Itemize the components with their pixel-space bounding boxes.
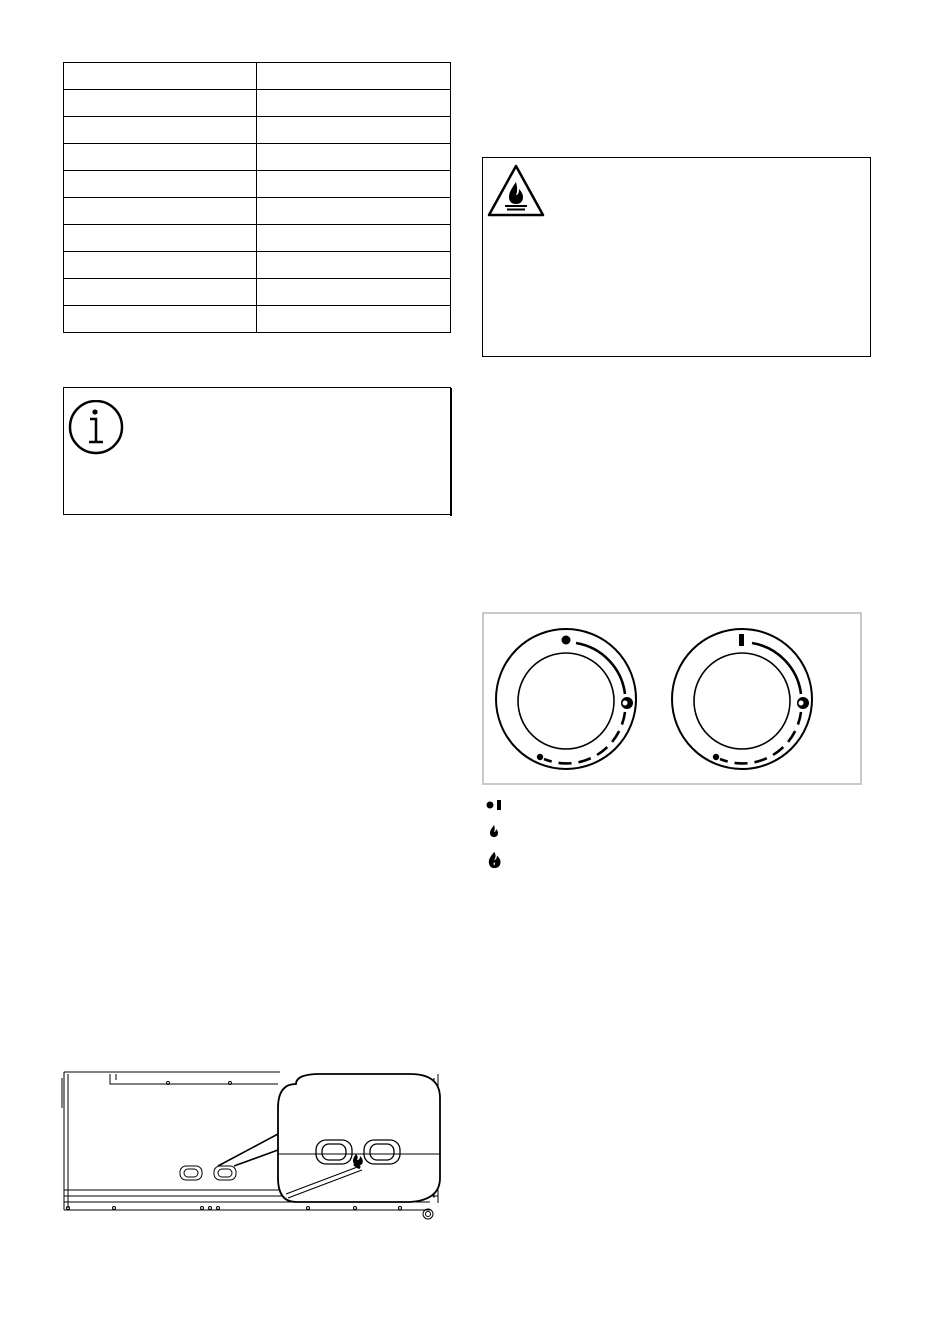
info-box bbox=[63, 387, 451, 515]
table-cell bbox=[257, 252, 451, 279]
table-cell bbox=[64, 117, 257, 144]
stove-ignition-figure bbox=[60, 1068, 442, 1220]
knob-diagram bbox=[484, 614, 860, 783]
table-row bbox=[64, 306, 451, 333]
table-cell bbox=[64, 198, 257, 225]
legend-row bbox=[485, 851, 515, 869]
table-row bbox=[64, 63, 451, 90]
table-cell bbox=[257, 171, 451, 198]
table-cell bbox=[257, 225, 451, 252]
table-cell bbox=[257, 63, 451, 90]
off-position-icon bbox=[485, 796, 507, 814]
knob-panel bbox=[482, 612, 862, 785]
legend-row bbox=[485, 796, 515, 814]
table-row bbox=[64, 225, 451, 252]
table-row bbox=[64, 279, 451, 306]
large-flame-icon bbox=[797, 697, 809, 709]
small-flame-icon bbox=[537, 754, 543, 760]
table-row bbox=[64, 252, 451, 279]
table-row bbox=[64, 171, 451, 198]
table-cell bbox=[64, 63, 257, 90]
legend-row bbox=[485, 822, 515, 840]
table-cell bbox=[64, 306, 257, 333]
table-cell bbox=[257, 144, 451, 171]
table-cell bbox=[257, 279, 451, 306]
spec-table bbox=[63, 62, 451, 333]
fire-warning-icon bbox=[485, 162, 547, 218]
magnified-detail bbox=[278, 1074, 440, 1202]
table-cell bbox=[64, 90, 257, 117]
bar-icon bbox=[739, 634, 744, 646]
table-cell bbox=[257, 90, 451, 117]
warning-box bbox=[482, 157, 871, 357]
table-cell bbox=[64, 279, 257, 306]
box-shadow bbox=[450, 388, 452, 516]
info-icon bbox=[66, 400, 126, 460]
table-cell bbox=[257, 117, 451, 144]
table-cell bbox=[64, 144, 257, 171]
small-flame-icon bbox=[713, 754, 719, 760]
table-cell bbox=[257, 198, 451, 225]
knob-left bbox=[496, 629, 636, 769]
dot-icon bbox=[562, 636, 571, 645]
table-row bbox=[64, 117, 451, 144]
table-row bbox=[64, 90, 451, 117]
table-cell bbox=[64, 171, 257, 198]
table-cell bbox=[64, 252, 257, 279]
small-flame-icon bbox=[485, 822, 507, 840]
large-flame-icon bbox=[485, 851, 507, 869]
table-cell bbox=[257, 306, 451, 333]
large-flame-icon bbox=[621, 697, 633, 709]
table-cell bbox=[64, 225, 257, 252]
table-row bbox=[64, 144, 451, 171]
table-row bbox=[64, 198, 451, 225]
knob-right bbox=[672, 629, 812, 769]
